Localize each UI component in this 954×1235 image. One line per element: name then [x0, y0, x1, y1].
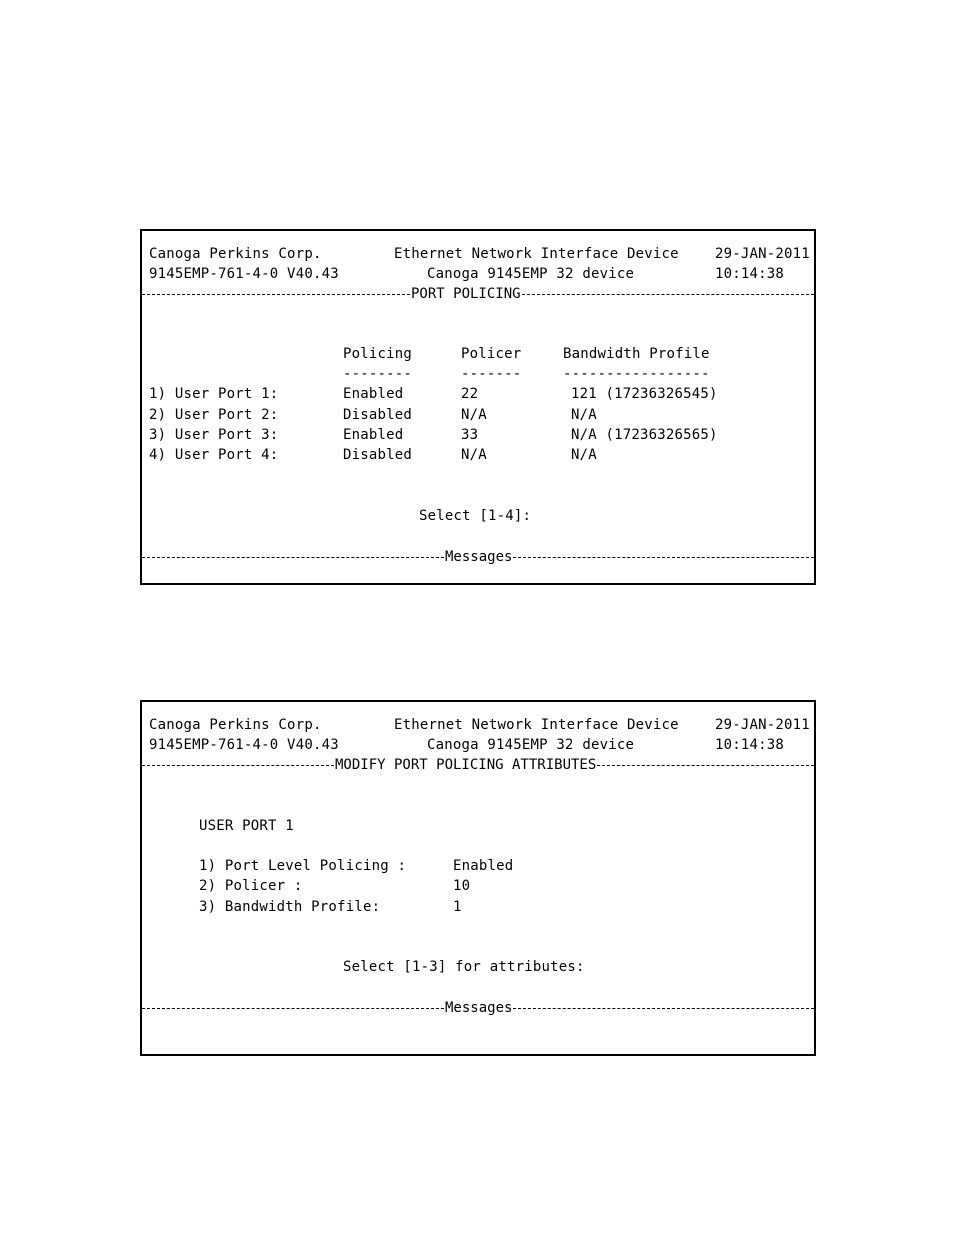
select-prompt[interactable]: Select [1-4]:	[419, 508, 532, 524]
port-row-policing: Enabled	[343, 386, 404, 402]
modify-port-policing-screen	[140, 700, 816, 1056]
port-row-bandwidth: 121 (17236326545)	[571, 386, 718, 402]
column-rule-bandwidth-profile: -----------------	[563, 366, 710, 382]
attribute-value: 1	[453, 899, 462, 915]
column-rule-policing: --------	[343, 366, 413, 382]
port-row-bandwidth: N/A	[571, 447, 597, 463]
messages-title: Messages	[445, 549, 513, 565]
section-title: MODIFY PORT POLICING ATTRIBUTES	[335, 757, 597, 773]
port-row-policing: Enabled	[343, 427, 404, 443]
port-row-policer: N/A	[461, 407, 487, 423]
section-title-rule	[142, 284, 814, 304]
attribute-label[interactable]: 1) Port Level Policing :	[199, 858, 407, 874]
port-row-bandwidth: N/A	[571, 407, 597, 423]
device-name: Canoga 9145EMP 32 device	[427, 266, 635, 282]
company-name: Canoga Perkins Corp.	[149, 246, 322, 262]
messages-title: Messages	[445, 1000, 513, 1016]
port-row-label[interactable]: 1) User Port 1:	[149, 386, 279, 402]
device-name: Canoga 9145EMP 32 device	[427, 737, 635, 753]
date: 29-JAN-2011	[715, 717, 810, 733]
select-prompt[interactable]: Select [1-3] for attributes:	[343, 959, 585, 975]
port-row-policer: 33	[461, 427, 479, 443]
attribute-label[interactable]: 2) Policer :	[199, 878, 303, 894]
attribute-value: 10	[453, 878, 471, 894]
date: 29-JAN-2011	[715, 246, 810, 262]
section-title-rule	[142, 755, 814, 775]
port-policing-screen	[140, 229, 816, 585]
port-row-bandwidth: N/A (17236326565)	[571, 427, 718, 443]
company-name: Canoga Perkins Corp.	[149, 717, 322, 733]
time: 10:14:38	[715, 737, 785, 753]
port-row-policer: N/A	[461, 447, 487, 463]
column-rule-policer: -------	[461, 366, 522, 382]
port-row-policer: 22	[461, 386, 479, 402]
column-header-policer: Policer	[461, 346, 522, 362]
attribute-value: Enabled	[453, 858, 514, 874]
firmware-version: 9145EMP-761-4-0 V40.43	[149, 266, 339, 282]
time: 10:14:38	[715, 266, 785, 282]
column-header-bandwidth-profile: Bandwidth Profile	[563, 346, 710, 362]
port-row-label[interactable]: 4) User Port 4:	[149, 447, 279, 463]
product-name: Ethernet Network Interface Device	[394, 717, 679, 733]
product-name: Ethernet Network Interface Device	[394, 246, 679, 262]
column-header-policing: Policing	[343, 346, 413, 362]
attribute-label[interactable]: 3) Bandwidth Profile:	[199, 899, 381, 915]
port-title: USER PORT 1	[199, 818, 294, 834]
messages-rule	[142, 998, 814, 1018]
section-title: PORT POLICING	[411, 286, 521, 302]
port-row-label[interactable]: 3) User Port 3:	[149, 427, 279, 443]
firmware-version: 9145EMP-761-4-0 V40.43	[149, 737, 339, 753]
port-row-policing: Disabled	[343, 447, 413, 463]
port-row-label[interactable]: 2) User Port 2:	[149, 407, 279, 423]
port-row-policing: Disabled	[343, 407, 413, 423]
messages-rule	[142, 547, 814, 567]
